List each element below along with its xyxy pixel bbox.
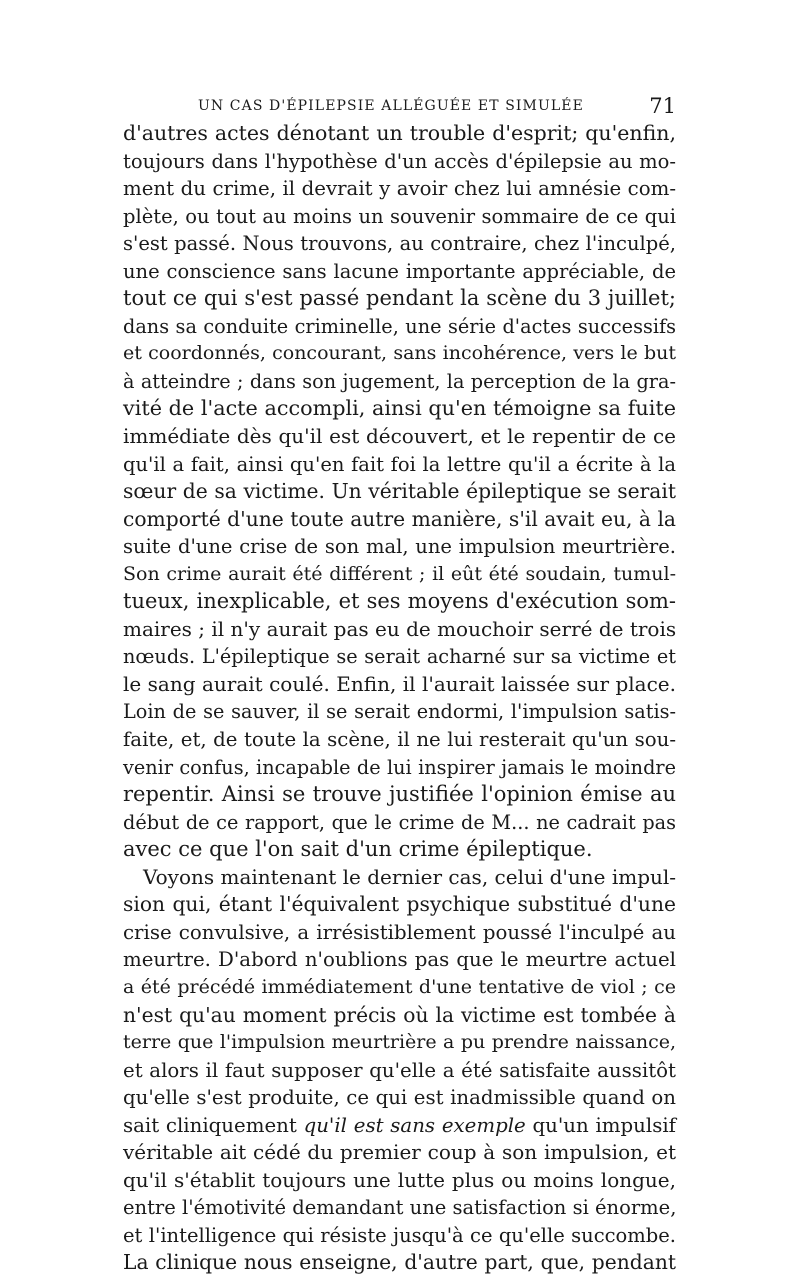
text-line: entre l'émotivité demandant une satisfaction si énorme,	[123, 1196, 677, 1220]
text-line: n'est qu'au moment précis où la victime est tombée à	[123, 1002, 676, 1027]
text-line: faite, et, de toute la scène, il ne lui resterait qu'un sou-	[123, 728, 676, 752]
italic-emphasis: qu'il est sans exemple	[303, 1113, 526, 1137]
running-title: UN CAS D'ÉPILEPSIE ALLÉGUÉE ET SIMULÉE	[198, 98, 584, 114]
text-line: comporté d'une toute autre manière, s'il avait eu, à la	[123, 506, 676, 531]
text-line: ment du crime, il devrait y avoir chez lui amnésie com-	[123, 177, 676, 201]
text-line: à atteindre ; dans son jugement, la perception de la gra-	[123, 369, 676, 393]
text-line: tueux, inexplicable, et ses moyens d'exécution som-	[123, 589, 676, 614]
text-line: s'est passé. Nous trouvons, au contraire, chez l'inculpé,	[123, 232, 676, 256]
text-line: nœuds. L'épileptique se serait acharné sur sa victime et	[123, 645, 676, 669]
text-line: qu'elle s'est produite, ce qui est inadmissible quand on	[123, 1086, 676, 1110]
text-line-with-italic	[123, 1112, 676, 1140]
text-line: sœur de sa victime. Un véritable épileptique se serait	[123, 479, 676, 504]
text-line: véritable ait cédé du premier coup à son impulsion, et	[123, 1140, 676, 1165]
text-line: plète, ou tout au moins un souvenir sommaire de ce qui	[123, 204, 676, 228]
text-line: le sang aurait coulé. Enfin, il l'aurait laissée sur place.	[123, 671, 676, 696]
text-line: qu'il s'établit toujours une lutte plus ou moins longue,	[123, 1167, 676, 1192]
text-line: et coordonnés, concourant, sans incohérence, vers le but	[123, 342, 676, 365]
running-header	[198, 93, 676, 119]
text-line: terre que l'impulsion meurtrière a pu prendre naissance,	[123, 1031, 676, 1054]
text-line: qu'il a fait, ainsi qu'en fait foi la lettre qu'il a écrite à la	[123, 452, 676, 476]
text-line: repentir. Ainsi se trouve justifiée l'opinion émise au	[123, 782, 676, 807]
text-line: dans sa conduite criminelle, une série d'actes successifs	[123, 314, 676, 338]
text-line: crise convulsive, a irrésistiblement poussé l'inculpé au	[123, 920, 676, 944]
body-text	[123, 120, 676, 1277]
text-line: a été précédé immédiatement d'une tentative de viol ; ce	[123, 975, 676, 998]
text-line: sion qui, étant l'équivalent psychique substitué d'une	[123, 892, 676, 917]
line-segment: sait cliniquement	[123, 1113, 304, 1137]
text-line: suite d'une crise de son mal, une impulsion meurtrière.	[123, 535, 676, 559]
paragraph-end-line: avec ce que l'on sait d'un crime épileptique.	[123, 837, 593, 862]
line-segment: qu'un impulsif	[525, 1113, 676, 1137]
text-line: début de ce rapport, que le crime de M... ne cadrait pas	[123, 810, 676, 834]
text-line: vité de l'acte accompli, ainsi qu'en témoigne sa fuite	[123, 396, 676, 421]
text-line: La clinique nous enseigne, d'autre part, que, pendant	[123, 1250, 676, 1275]
text-line: venir confus, incapable de lui inspirer jamais le moindre	[123, 755, 676, 779]
text-line: une conscience sans lacune importante appréciable, de	[123, 259, 676, 283]
text-line: meurtre. D'abord n'oublions pas que le meurtre actuel	[123, 948, 676, 972]
text-line: Loin de se sauver, il se serait endormi, l'impulsion satis-	[123, 700, 676, 724]
paragraph-start-line: Voyons maintenant le dernier cas, celui d'une impul-	[143, 864, 677, 889]
text-line: Son crime aurait été différent ; il eût été soudain, tumul-	[123, 562, 676, 585]
text-line: d'autres actes dénotant un trouble d'esprit; qu'enfin,	[123, 121, 676, 145]
text-line: et l'intelligence qui résiste jusqu'à ce qu'elle succombe.	[123, 1223, 676, 1247]
text-line: maires ; il n'y aurait pas eu de mouchoir serré de trois	[123, 616, 677, 641]
page-number: 71	[649, 94, 676, 118]
text-line: immédiate dès qu'il est découvert, et le repentir de ce	[123, 424, 676, 449]
text-line: et alors il faut supposer qu'elle a été satisfaite aussitôt	[123, 1058, 676, 1082]
text-line: toujours dans l'hypothèse d'un accès d'épilepsie au mo-	[123, 149, 676, 173]
text-line: tout ce qui s'est passé pendant la scène du 3 juillet;	[123, 286, 676, 311]
